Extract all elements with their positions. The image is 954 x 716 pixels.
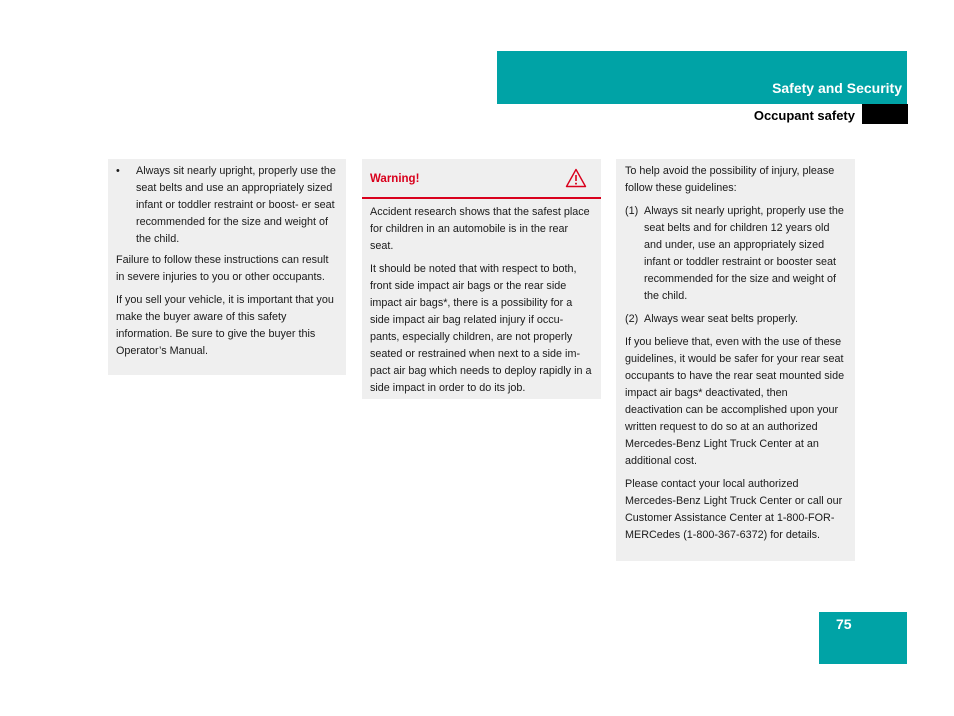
numbered-item <box>625 311 847 328</box>
intro-paragraph: To help avoid the possibility of injury, please follow these guidelines: <box>625 165 835 194</box>
paragraph: If you believe that, even with the use of these guidelines, it would be safer for your rear seat occupants to have the rear seat mounted side impact air bags* deactivated, then deactivation can be accomplished upon your written request to do so at an authorized Mercedes-Benz Light Truck Center at an additional cost. <box>625 336 845 467</box>
page-number: 75 <box>836 616 852 632</box>
bullet-text: Always sit nearly upright, properly use the seat belts and use an appropriately sized infant or toddler restraint or boost- er seat recommended for the size and weight of the child. <box>136 165 336 245</box>
item-text: Always wear seat belts properly. <box>644 313 799 325</box>
numbered-item <box>625 203 847 305</box>
bullet-marker: • <box>116 165 120 177</box>
item-number: (2) <box>625 313 639 325</box>
header-band <box>497 51 907 104</box>
paragraph: Failure to follow these instructions can result in severe injuries to you or other occupants. <box>116 254 329 283</box>
item-number: (1) <box>625 205 639 217</box>
page-number-box <box>819 612 907 664</box>
bullet-item <box>116 163 338 248</box>
warning-title: Warning! <box>370 173 420 185</box>
paragraph: Please contact your local authorized Mercedes-Benz Light Truck Center or call our Customer Assistance Center at 1-800-FOR-MERCedes (1-800-367-6372) for details. <box>625 478 843 541</box>
item-text: Always sit nearly upright, properly use the seat belts and for children 12 years old and under, use an appropriately sized infant or toddler restraint or booster seat recommended for the size and weight of the child. <box>644 205 844 302</box>
info-panel-left <box>108 159 346 375</box>
warning-triangle-icon <box>565 168 587 194</box>
warning-header <box>362 159 601 199</box>
section-title: Safety and Security <box>772 80 902 96</box>
paragraph: If you sell your vehicle, it is important that you make the buyer aware of this safety information. Be sure to give the buyer this Operator’s Manual. <box>116 294 334 357</box>
warning-paragraph: It should be noted that with respect to both, front side impact air bags or the rear side impact air bags*, there is a possibility for a side impact air bag related injury if occu- pants, especially children, are not properly seated or restrained when next to a side im- pact air bag which needs to deploy rapidly in a side impact in order to do its job. <box>370 263 592 394</box>
subsection-title: Occupant safety <box>753 108 855 123</box>
warning-panel <box>362 159 601 399</box>
section-tab-marker <box>862 104 908 124</box>
warning-paragraph: Accident research shows that the safest place for children in an automobile is in the rear seat. <box>370 206 590 252</box>
info-panel-right <box>616 159 855 561</box>
